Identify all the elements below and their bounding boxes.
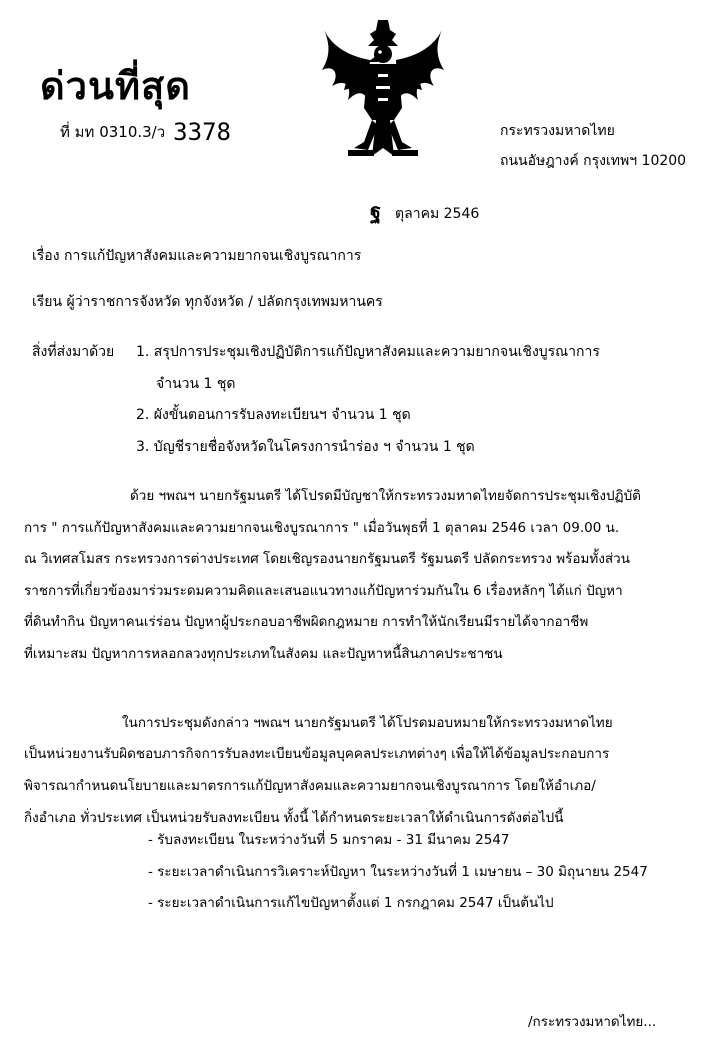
paragraph-line: ที่เหมาะสม ปัญหาการหลอกลวงทุกประเภทในสังคม และปัญหาหนี้สินภาคประชาชน	[24, 646, 503, 662]
paragraph-line: กิ่งอำเภอ ทั่วประเทศ เป็นหน่วยรับลงทะเบียน ทั้งนี้ ได้กำหนดระยะเวลาให้ดำเนินการดังต่อไปนี้	[24, 810, 564, 826]
garuda-emblem	[318, 16, 448, 164]
subject-line: เรื่อง การแก้ปัญหาสังคมและความยากจนเชิงบูรณาการ	[32, 248, 362, 264]
enclosure-item: 3. บัญชีรายชื่อจังหวัดในโครงการนำร่อง ฯ จำนวน 1 ชุด	[136, 439, 475, 455]
timeline-item: - ระยะเวลาดำเนินการแก้ไขปัญหาตั้งแต่ 1 กรกฎาคม 2547 เป็นต้นไป	[148, 895, 554, 911]
paragraph-line: เป็นหน่วยงานรับผิดชอบภารกิจการรับลงทะเบียนข้อมูลบุคคลประเภทต่างๆ เพื่อให้ได้ข้อมูลประกอบการ	[24, 746, 610, 762]
paragraph-line: ราชการที่เกี่ยวข้องมาร่วมระดมความคิดและเสนอแนวทางแก้ปัญหาร่วมกันใน 6 เรื่องหลักๆ ได้แก่ ปัญหา	[24, 583, 623, 599]
paragraph-line: ณ วิเทศสโมสร กระทรวงการต่างประเทศ โดยเชิญรองนายกรัฐมนตรี รัฐมนตรี ปลัดกระทรวง พร้อมทั้งส่วน	[24, 551, 630, 567]
paragraph-line: พิจารณากำหนดนโยบายและมาตรการแก้ปัญหาสังคมและความยากจนเชิงบูรณาการ โดยให้อำเภอ/	[24, 778, 596, 794]
organization-address: ถนนอัษฎางค์ กรุงเทพฯ 10200	[500, 153, 687, 169]
document-number-handwritten: 3378	[173, 118, 231, 146]
paragraph-line: ในการประชุมดังกล่าว ฯพณฯ นายกรัฐมนตรี ได้โปรดมอบหมายให้กระทรวงมหาดไทย	[122, 715, 613, 731]
paragraph-line: ที่ดินทำกิน ปัญหาคนเร่ร่อน ปัญหาผู้ประกอบอาชีพผิดกฎหมาย การทำให้นักเรียนมีรายได้จากอาชีพ	[24, 614, 589, 630]
date-month-year: ตุลาคม 2546	[395, 206, 480, 222]
document-date	[370, 195, 479, 227]
date-day-handwritten: ฐ	[370, 199, 382, 223]
paragraph-line: ด้วย ฯพณฯ นายกรัฐมนตรี ได้โปรดมีบัญชาให้กระทรวงมหาดไทยจัดการประชุมเชิงปฏิบัติ	[130, 488, 641, 504]
enclosure-item: 2. ผังขั้นตอนการรับลงทะเบียนฯ จำนวน 1 ชุด	[136, 407, 411, 423]
urgency-stamp: ด่วนที่สุด	[40, 64, 191, 108]
timeline-item: - ระยะเวลาดำเนินการวิเคราะห์ปัญหา ในระหว่างวันที่ 1 เมษายน – 30 มิถุนายน 2547	[148, 864, 648, 880]
addressee-line: เรียน ผู้ว่าราชการจังหวัด ทุกจังหวัด / ปลัดกรุงเทพมหานคร	[32, 294, 383, 310]
paragraph-line: การ " การแก้ปัญหาสังคมและความยากจนเชิงบูรณาการ " เมื่อวันพุธที่ 1 ตุลาคม 2546 เวลา 09.00 น.	[24, 520, 620, 536]
enclosure-item: 1. สรุปการประชุมเชิงปฏิบัติการแก้ปัญหาสังคมและความยากจนเชิงบูรณาการ	[136, 344, 600, 360]
enclosure-item: จำนวน 1 ชุด	[156, 376, 236, 392]
document-number-prefix: ที่ มท 0310.3/ว	[60, 123, 166, 141]
continuation-marker: /กระทรวงมหาดไทย...	[528, 1014, 657, 1030]
issuing-organization: กระทรวงมหาดไทย	[500, 123, 615, 139]
enclosures-label: สิ่งที่ส่งมาด้วย	[32, 344, 115, 360]
document-number	[60, 118, 231, 146]
timeline-item: - รับลงทะเบียน ในระหว่างวันที่ 5 มกราคม - 31 มีนาคม 2547	[148, 832, 510, 848]
